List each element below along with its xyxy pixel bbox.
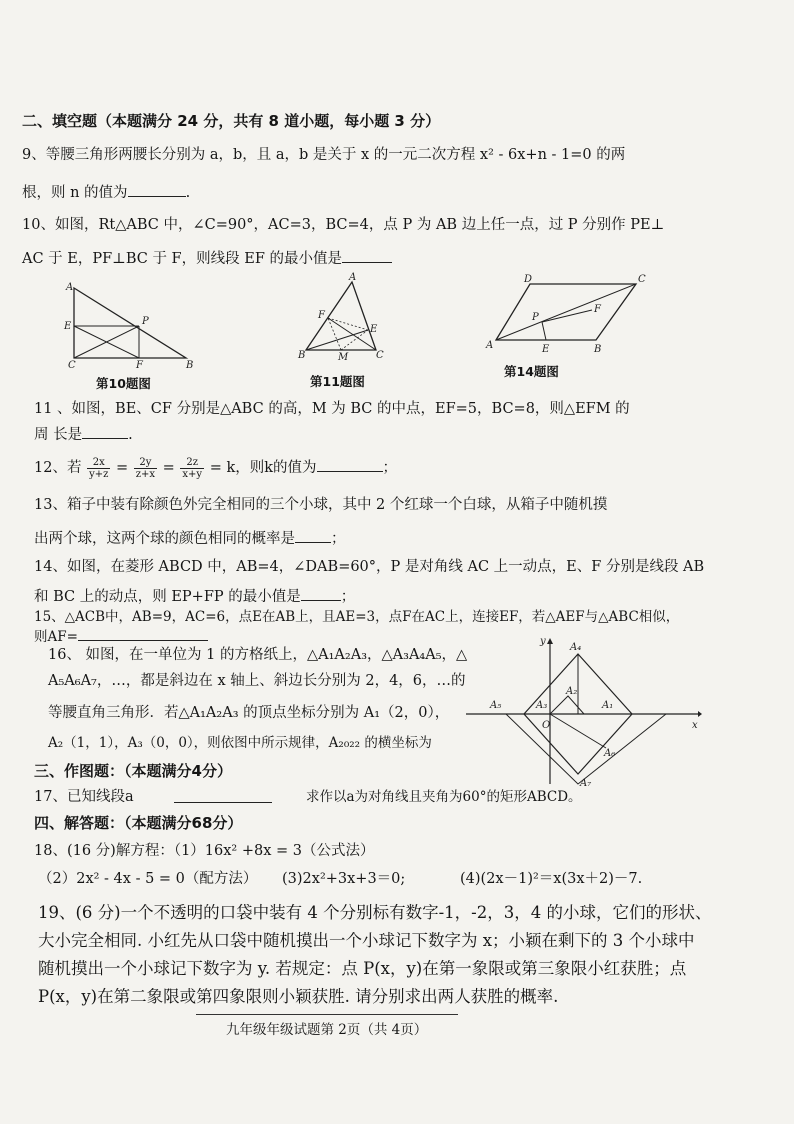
- question-18-part-2: （2）2x² - 4x - 5 = 0（配方法）: [38, 871, 258, 887]
- question-16-line-1: 16、 如图，在一单位为 1 的方格纸上，△A₁A₂A₃，△A₃A₄A₅，△: [48, 647, 468, 663]
- fig10-label: A: [66, 282, 74, 293]
- fig14-label: F: [594, 304, 601, 315]
- question-18-line-1: 18、(16 分)解方程：（1）16x² +8x = 3（公式法）: [34, 843, 375, 859]
- fig14-diagonal-ac: [496, 284, 636, 340]
- question-10-text: AC 于 E，PF⊥BC 于 F，则线段 EF 的最小值是: [22, 251, 342, 267]
- question-15-line-2: [34, 626, 208, 646]
- fig16-label: A₆: [604, 748, 616, 759]
- fig11-triangle: [306, 282, 376, 350]
- answer-blank: [78, 626, 208, 641]
- question-10-line-2: [22, 248, 392, 268]
- section-heading-fill-in: 二、填空题（本题满分 24 分，共有 8 道小题，每小题 3 分）: [22, 112, 441, 130]
- question-19-line-3: 随机摸出一个小球记下数字为 y. 若规定：点 P(x，y)在第一象限或第三象限小红获胜；点: [38, 959, 687, 978]
- fig11-label: F: [318, 310, 325, 321]
- answer-blank: [317, 457, 383, 472]
- question-15-line-1: 15、△ACB中，AB=9，AC=6，点E在AB上，且AE=3，点F在AC上，连接EF，若△AEF与△ABC相似，: [34, 609, 680, 625]
- question-14-text: 和 BC 上的动点，则 EP+FP 的最小值是: [34, 589, 301, 605]
- fig11-label: A: [349, 272, 357, 283]
- fig16-label: A₅: [490, 700, 502, 711]
- figure-14-caption: 第14题图: [504, 364, 559, 379]
- fig10-label: E: [64, 321, 72, 332]
- fig11-label: C: [376, 350, 384, 361]
- fig11-be: [306, 330, 368, 350]
- fig16-label: A₄: [570, 642, 582, 653]
- question-11-end: .: [128, 427, 133, 443]
- fraction-2: [134, 457, 157, 480]
- page-footer: 九年级年级试题第 2页（共 4页）: [226, 1022, 428, 1038]
- fig16-label: A₁: [602, 700, 614, 711]
- question-10-line-1: 10、如图，Rt△ABC 中，∠C=90°，AC=3，BC=4，点 P 为 AB 边上任一点，过 P 分别作 PE⊥: [22, 217, 665, 233]
- question-17: [34, 788, 134, 806]
- fraction-denominator: x+y: [182, 468, 203, 480]
- figure-16-diagram: [466, 636, 702, 789]
- question-11-text: 周 长是: [34, 427, 83, 443]
- question-12-prefix: 12、若: [34, 460, 82, 476]
- fig16-x-arrow: [698, 711, 702, 717]
- question-14-line-1: 14、如图，在菱形 ABCD 中，AB=4，∠DAB=60°，P 是对角线 AC 上一动点，E、F 分别是线段 AB: [34, 559, 705, 575]
- answer-blank: [128, 182, 186, 197]
- question-11-line-2: [34, 424, 133, 444]
- fraction-numerator: 2y: [134, 457, 157, 469]
- fraction-numerator: 2z: [180, 457, 204, 469]
- fig16-label: O: [542, 720, 551, 731]
- figure-10-diagram: [60, 282, 200, 371]
- fig11-label: M: [338, 352, 349, 363]
- figure-14-diagram: [484, 276, 644, 356]
- fig10-label: P: [142, 316, 149, 327]
- question-18-part-4: (4)(2x－1)²＝x(3x＋2)－7.: [460, 871, 643, 887]
- fig16-diag: [550, 714, 606, 748]
- question-14-line-2: [34, 586, 355, 606]
- question-18-part-3: (3)2x²+3x+3＝0;: [282, 871, 406, 887]
- answer-blank: [301, 586, 341, 601]
- question-13-text: 出两个球，这两个球的颜色相同的概率是: [34, 531, 295, 547]
- question-13-line-2: [34, 528, 346, 548]
- question-13-end: ；: [331, 531, 346, 547]
- question-12-end: ；: [382, 460, 398, 476]
- fig10-label: F: [136, 360, 143, 371]
- fig16-label: x: [692, 720, 698, 731]
- figure-11-caption: 第11题图: [310, 374, 365, 389]
- question-11-line-1: 11 、如图，BE、CF 分别是△ABC 的高，M 为 BC 的中点，EF=5，BC=8，则△EFM 的: [34, 401, 630, 417]
- fraction-numerator: 2x: [87, 457, 110, 469]
- fraction-1: [87, 457, 110, 480]
- question-16-line-4: A₂（1，1），A₃（0，0），则依图中所示规律，A₂₀₂₂ 的横坐标为: [48, 735, 432, 751]
- answer-blank: [82, 424, 128, 439]
- fig11-label: B: [298, 350, 306, 361]
- question-12-suffix: = k，则k的值为: [209, 460, 317, 476]
- section-heading-solutions: 四、解答题：（本题满分68分）: [34, 814, 243, 832]
- fig14-label: B: [594, 344, 602, 355]
- question-13-line-1: 13、箱子中装有除颜色外完全相同的三个小球，其中 2 个红球一个白球，从箱子中随机摸: [34, 497, 608, 513]
- fraction-3: [180, 457, 204, 480]
- fig14-label: C: [638, 274, 646, 285]
- fig14-pe: [542, 322, 546, 340]
- fig11-cf: [328, 318, 376, 350]
- fig16-label: A₃: [536, 700, 548, 711]
- fig14-label: P: [532, 312, 539, 323]
- question-9-line-1: 9、等腰三角形两腰长分别为 a，b，且 a，b 是关于 x 的一元二次方程 x² - 6x+n - 1=0 的两: [22, 147, 626, 163]
- question-12: 12、若 $\frac{2x}{y+z}$ = $\frac{2y}{z+x}$ = $\frac{2z}{x+y}$ = k，则k的值为 ；: [34, 456, 398, 480]
- segment-a: [174, 802, 272, 803]
- question-19-line-1: 19、(6 分)一个不透明的口袋中装有 4 个分别标有数字-1，-2，3，4 的小球，它们的形状、: [38, 903, 712, 922]
- section-heading-construction: 三、作图题：（本题满分4分）: [34, 762, 232, 780]
- question-9-line-2: [22, 182, 190, 202]
- figure-11-diagram: [298, 272, 388, 363]
- fig16-label: A₂: [566, 686, 578, 697]
- fig14-label: D: [524, 274, 533, 285]
- answer-blank: [295, 528, 331, 543]
- fig16-label: A₇: [580, 778, 592, 789]
- question-19-line-4: P(x，y)在第二象限或第四象限则小颖获胜. 请分别求出两人获胜的概率.: [38, 987, 559, 1006]
- question-17-text: 求作以a为对角线且夹角为60°的矩形ABCD。: [306, 789, 582, 805]
- question-15-text: 则AF=: [34, 629, 78, 645]
- fig16-y-arrow: [547, 638, 553, 644]
- fig16-small: [550, 696, 584, 714]
- question-14-end: ；: [340, 589, 356, 605]
- question-9-end: .: [185, 185, 191, 201]
- fraction-denominator: y+z: [89, 468, 109, 480]
- fig14-label: E: [542, 344, 550, 355]
- question-9-text: 根，则 n 的值为: [22, 185, 128, 201]
- fig10-label: C: [68, 360, 76, 371]
- fig14-label: A: [486, 340, 494, 351]
- fig11-me: [341, 330, 368, 350]
- fig11-ef: [328, 318, 368, 330]
- question-16-line-2: A₅A₆A₇，…，都是斜边在 x 轴上、斜边长分别为 2，4，6，…的: [48, 673, 466, 689]
- fraction-denominator: z+x: [135, 468, 156, 480]
- fig10-label: B: [186, 360, 194, 371]
- question-17-prefix: 17、已知线段a: [34, 789, 134, 805]
- fig10-triangle: [74, 288, 186, 358]
- figure-10-caption: 第10题图: [96, 376, 151, 391]
- fig16-label: y: [540, 636, 546, 647]
- answer-blank: [342, 248, 392, 263]
- fig16-triangle-a5a6a7: [506, 714, 666, 784]
- question-19-line-2: 大小完全相同. 小红先从口袋中随机摸出一个小球记下数字为 x；小颖在剩下的 3 个小球中: [38, 931, 695, 950]
- fig11-label: E: [370, 324, 378, 335]
- question-16-line-3: 等腰直角三角形．若△A₁A₂A₃ 的顶点坐标分别为 A₁（2，0），: [48, 705, 450, 721]
- footer-rule: [196, 1014, 458, 1015]
